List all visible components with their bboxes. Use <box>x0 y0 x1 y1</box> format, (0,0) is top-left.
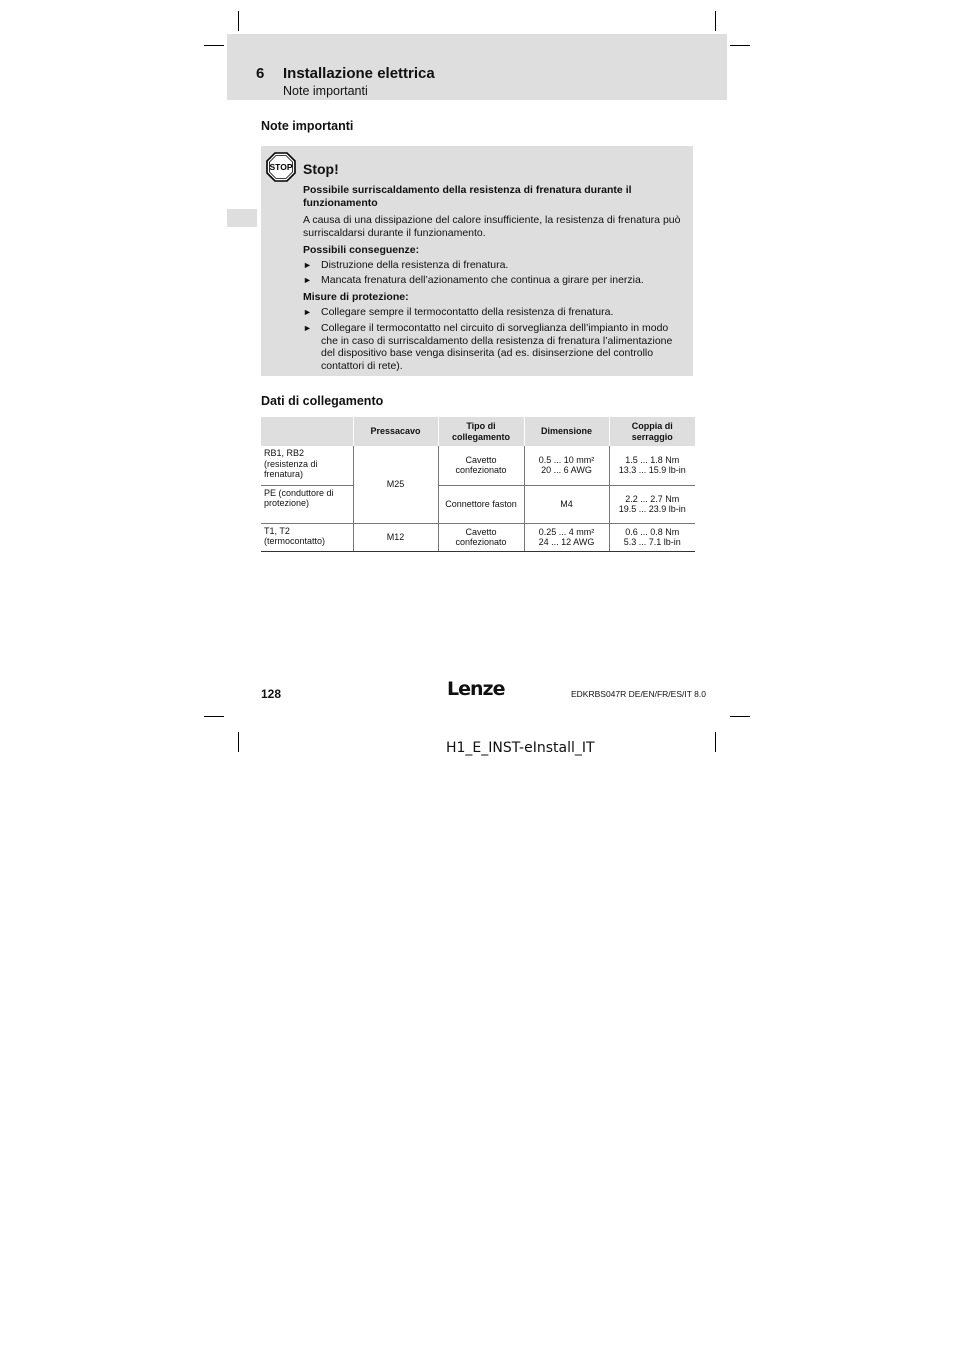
table-header-cell: Pressacavo <box>353 417 438 446</box>
stop-sign-label: STOP <box>269 162 293 172</box>
size-metric: M4 <box>560 498 573 509</box>
size-awg: 24 ... 12 AWG <box>538 537 595 547</box>
crop-mark <box>204 716 224 717</box>
size-cell <box>524 446 609 485</box>
torque-cell <box>609 523 695 551</box>
chapter-subtitle: Note importanti <box>283 84 368 98</box>
crop-mark <box>238 11 239 31</box>
crop-mark <box>204 45 224 46</box>
size-cell <box>524 485 609 523</box>
crop-mark <box>715 732 716 752</box>
consequences-label: Possibili conseguenze: <box>303 244 420 256</box>
torque-lbin: 19.5 ... 23.9 lb-in <box>618 504 686 514</box>
stop-sign-icon <box>266 152 296 182</box>
stop-headline: Possibile surriscaldamento della resistenza di frenatura durante il funzionamento <box>303 184 632 209</box>
torque-nm: 1.5 ... 1.8 Nm <box>625 454 680 465</box>
connection-type-cell: Connettore faston <box>438 485 524 523</box>
size-metric: 0.5 ... 10 mm² <box>538 454 595 465</box>
gland-cell: M12 <box>353 523 438 551</box>
table-header-cell <box>261 417 353 446</box>
bullet-arrow-icon: ► <box>303 260 312 270</box>
connection-type-cell: Cavetto confezionato <box>438 523 524 551</box>
crop-mark <box>730 716 750 717</box>
bullet-arrow-icon: ► <box>303 323 312 333</box>
connection-type-cell: Cavetto confezionato <box>438 446 524 485</box>
table-row <box>261 523 695 551</box>
table-header-row <box>261 417 695 446</box>
section-title-connection-data: Dati di collegamento <box>261 394 384 408</box>
file-label: H1_E_INST-eInstall_IT <box>446 740 595 756</box>
size-cell <box>524 523 609 551</box>
consequence-item: Distruzione della resistenza di frenatura. <box>321 259 509 271</box>
page-number: 128 <box>261 687 282 701</box>
terminal-cell: RB1, RB2 (resistenza di frenatura) <box>261 446 353 485</box>
crop-mark <box>238 732 239 752</box>
gland-cell: M25 <box>353 446 438 523</box>
consequence-item: Mancata frenatura dell’azionamento che continua a girare per inerzia. <box>321 274 644 286</box>
torque-cell <box>609 446 695 485</box>
connection-data-table <box>261 417 695 552</box>
measure-item: Collegare sempre il termocontatto della resistenza di frenatura. <box>321 306 614 318</box>
lenze-logo: Lenze <box>447 678 505 700</box>
bullet-arrow-icon: ► <box>303 307 312 317</box>
document-code: EDKRBS047R DE/EN/FR/ES/IT 8.0 <box>571 689 706 699</box>
table-header-cell: Coppia di serraggio <box>609 417 695 446</box>
table-row <box>261 485 695 523</box>
crop-mark <box>730 45 750 46</box>
measure-item: Collegare il termocontatto nel circuito di sorveglianza dell’impianto in modo che in caso di surriscaldamento della resistenza di frenatura l’alimentazione del dispositivo base venga disinserita (ad es. disinserzione del controllo contattori di rete). <box>321 322 673 372</box>
table-header-cell: Tipo di collegamento <box>438 417 524 446</box>
table-row <box>261 446 695 485</box>
size-awg: 20 ... 6 AWG <box>541 465 592 476</box>
side-tab-marker <box>227 209 257 227</box>
terminal-cell: T1, T2 (termocontatto) <box>261 523 353 551</box>
stop-description: A causa di una dissipazione del calore insufficiente, la resistenza di frenatura può surriscaldarsi durante il funzionamento. <box>303 214 681 239</box>
torque-nm: 0.6 ... 0.8 Nm <box>625 526 680 537</box>
chapter-number: 6 <box>256 65 265 82</box>
size-metric: 0.25 ... 4 mm² <box>538 526 595 537</box>
crop-mark <box>715 11 716 31</box>
measures-label: Misure di protezione: <box>303 291 409 303</box>
torque-cell <box>609 485 695 523</box>
stop-title: Stop! <box>303 161 339 177</box>
chapter-title: Installazione elettrica <box>283 65 435 82</box>
torque-nm: 2.2 ... 2.7 Nm <box>625 493 680 504</box>
table-header-cell: Dimensione <box>524 417 609 446</box>
torque-lbin: 5.3 ... 7.1 lb-in <box>623 537 681 547</box>
section-title-notes: Note importanti <box>261 119 354 133</box>
torque-lbin: 13.3 ... 15.9 lb-in <box>618 465 686 476</box>
terminal-cell: PE (conduttore di protezione) <box>261 485 353 523</box>
bullet-arrow-icon: ► <box>303 275 312 285</box>
